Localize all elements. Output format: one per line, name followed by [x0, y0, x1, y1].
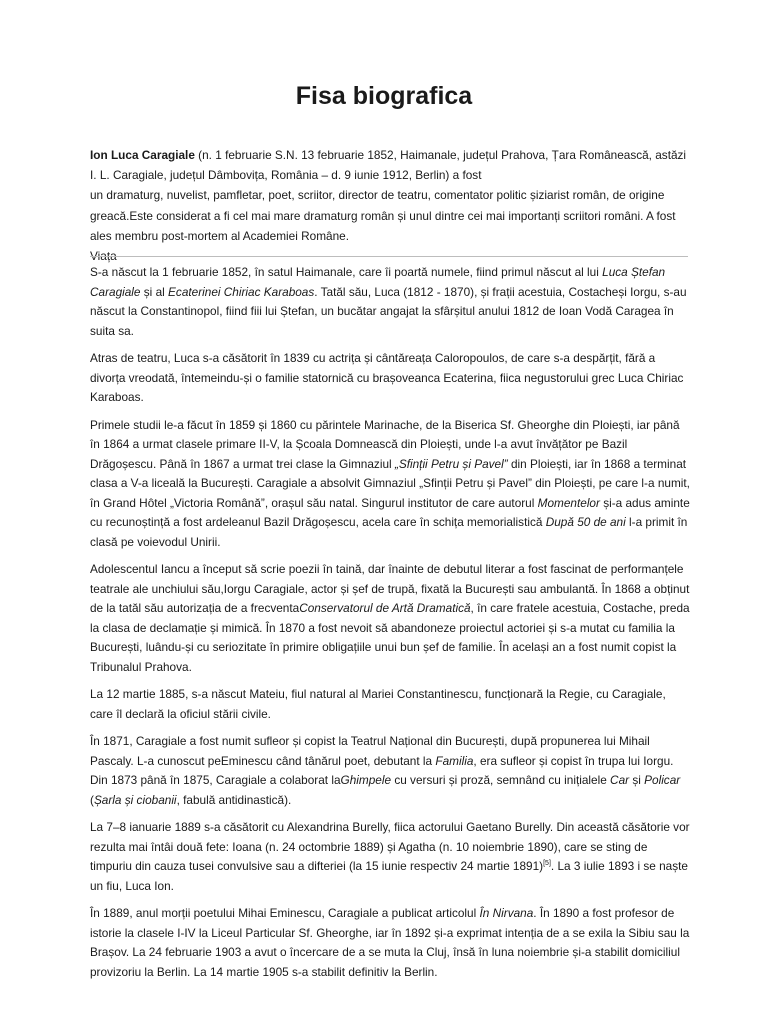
text-run: . Tatăl său, Luca (1812 - 1870), și frații acestuia, Costacheși Iorgu, s-au născut la Constantinopol, fiind fiii lui Ștefan, un bucătar angajat la sfârșitul anului 1812 de Ioan Vodă Caragea în suita sa. [90, 284, 687, 338]
text-run: cu versuri și proză, semnând cu inițialele [391, 773, 611, 787]
text-run: Adolescentul Iancu a început să scrie poezii în taină, dar înainte de debutul literar a fost fascinat de performanțele teatrale ale unchiului său,Iorgu Caragiale, actor și șef de trupă, fixată la București sau ambulantă. În 1868 a obținut de la tatăl său autorizația de a frecventa [90, 562, 690, 615]
italic-run: Șarla și ciobanii [93, 792, 177, 807]
paragraph-adolescence [90, 560, 690, 677]
section-heading-viata: Viața [90, 249, 117, 264]
text-run: l-a primit în clasă pe voievodul Unirii. [90, 515, 688, 549]
text-run: ( [90, 792, 94, 807]
italic-run: „Sfinții Petru și Pavel” [394, 456, 508, 471]
text-run: Primele studii le-a făcut în 1859 și 1860 cu părintele Marinache, de la Biserica Sf. Gheorghe din Ploiești, iar până în 1864 a urmat clasele primare II-V, la Școala Domnească din Ploiești, unde l-a avut învățător pe Bazil Drăgoșescu. Până în 1867 a urmat trei clase la Gimnaziul [90, 417, 680, 471]
text-run: , era sufleor și copist în trupa lui Iorgu. Din 1873 până în 1875, Caragiale a colaborat la [90, 753, 674, 787]
intro-block [90, 145, 690, 266]
intro-paragraph [90, 145, 690, 185]
text-run: și al [140, 284, 169, 299]
section-divider [90, 256, 688, 257]
italic-run: În Nirvana [479, 906, 534, 920]
subject-name: Ion Luca Caragiale [90, 148, 195, 162]
italic-run: Familia [435, 753, 474, 768]
footnote-ref[interactable]: [5] [543, 860, 551, 867]
text-run: , fabulă antidinastică). [176, 792, 292, 807]
italic-run: După 50 de ani [545, 515, 626, 529]
text-run: și [629, 773, 645, 787]
paragraph-marriage [90, 818, 690, 896]
intro-paragraph-2: un dramaturg, nuvelist, pamfletar, poet, scriitor, director de teatru, comentator politic șiziarist român, de origine greacă.Este considerat a fi cel mai mare dramaturg român și unul dintre cei mai importanți scriitori români. A fost ales membru post-mortem al Academiei Române. [90, 188, 676, 243]
text-run: S-a născut la 1 februarie 1852, în satul Haimanale, care îi poartă numele, fiind primul născut al lui [90, 265, 603, 279]
text-run: , în care fratele acestuia, Costache, preda la clasa de declamație și mimică. În 1870 a fost nevoit să abandoneze proiectul actoriei și s-a mutat cu familia la București, luându-și cu seriozitate în primire obligațiile unui bun șef de familie. În același an a fost numit copist la Tribunalul Prahova. [90, 601, 690, 674]
text-run: În 1871, Caragiale a fost numit sufleor și copist la Teatrul Național din București, după propunerea lui Mihail Pascaly. L-a cunoscut peEminescu când tânărul poet, debutant la [90, 734, 650, 768]
italic-run: Policar [644, 773, 681, 787]
text-run: din Ploiești, iar în 1868 a terminat clasa a V-a liceală la București. Caragiale a absolvit Gimnaziul „Sfinții Petru și Pavel” din Ploiești, pe care l-a numit, în Grand Hôtel „Victoria Română”, orașul său natal. Singurul institutor de care autorul [90, 456, 690, 510]
text-run: și-a adus aminte cu recunoștință a fost ardeleanul Bazil Drăgoșescu, acela care în schița memorialistică [90, 495, 690, 529]
intro-text-1: (n. 1 februarie S.N. 13 februarie 1852, Haimanale, județul Prahova, Țara Românească, astăzi I. L. Caragiale, județul Dâmbovița, România – d. 9 iunie 1912, Berlin) a fost [90, 148, 687, 183]
italic-run: Car [610, 773, 630, 787]
paragraph-1871 [90, 732, 690, 810]
italic-run: Momentelor [537, 495, 600, 510]
italic-run: Conservatorul de Artă Dramatică [299, 601, 471, 615]
text-run: . La 3 iulie 1893 i se naște un fiu, Luca Ion. [90, 859, 688, 893]
italic-run: Ecaterinei Chiriac Karaboas [168, 284, 315, 299]
paragraph-father: Atras de teatru, Luca s-a căsătorit în 1839 cu actrița și cântăreața Caloropoulos, de care s-a despărțit, fără a divorța vreodată, întemeindu-și o familie statornică cu brașoveanca Ecaterina, fiica negustorului grec Luca Chiriac Karaboas. [90, 351, 684, 404]
italic-run: Ghimpele [340, 773, 392, 787]
paragraph-1889 [90, 904, 690, 982]
text-run: La 7–8 ianuarie 1889 s-a căsătorit cu Alexandrina Burelly, fiica actorului Gaetano Burelly. Din această căsătorie vor rezulta mai întâi două fete: Ioana (n. 24 octombrie 1889) și Agatha (n. 10 noiembrie 1890), care se sting de timpuriu din cauza tusei convulsive sau a difteriei (la 15 iunie respectiv 24 martie 1891) [90, 820, 690, 873]
paragraph-birth [90, 263, 690, 341]
text-run: În 1889, anul morții poetului Mihai Eminescu, Caragiale a publicat articolul [90, 906, 480, 920]
paragraph-mateiu: La 12 martie 1885, s-a născut Mateiu, fiul natural al Mariei Constantinescu, funcționară la Regie, cu Caragiale, care îl declară la oficiul stării civile. [90, 687, 666, 721]
paragraph-studies [90, 416, 690, 553]
text-run: . În 1890 a fost profesor de istorie la clasele I-IV la Liceul Particular Sf. Gheorghe, iar în 1892 și-a exprimat intenția de a se exila la Sibiu sau la Brașov. La 24 februarie 1903 a avut o încercare de a se muta la Cluj, însă în luna noiembrie și-a stabilit domiciliul provizoriu la Berlin. La 14 martie 1905 s-a stabilit definitiv la Berlin. [90, 906, 690, 979]
biography-body [90, 263, 690, 990]
document-title: Fisa biografica [295, 82, 473, 110]
italic-run: Luca Ștefan Caragiale [90, 265, 666, 299]
